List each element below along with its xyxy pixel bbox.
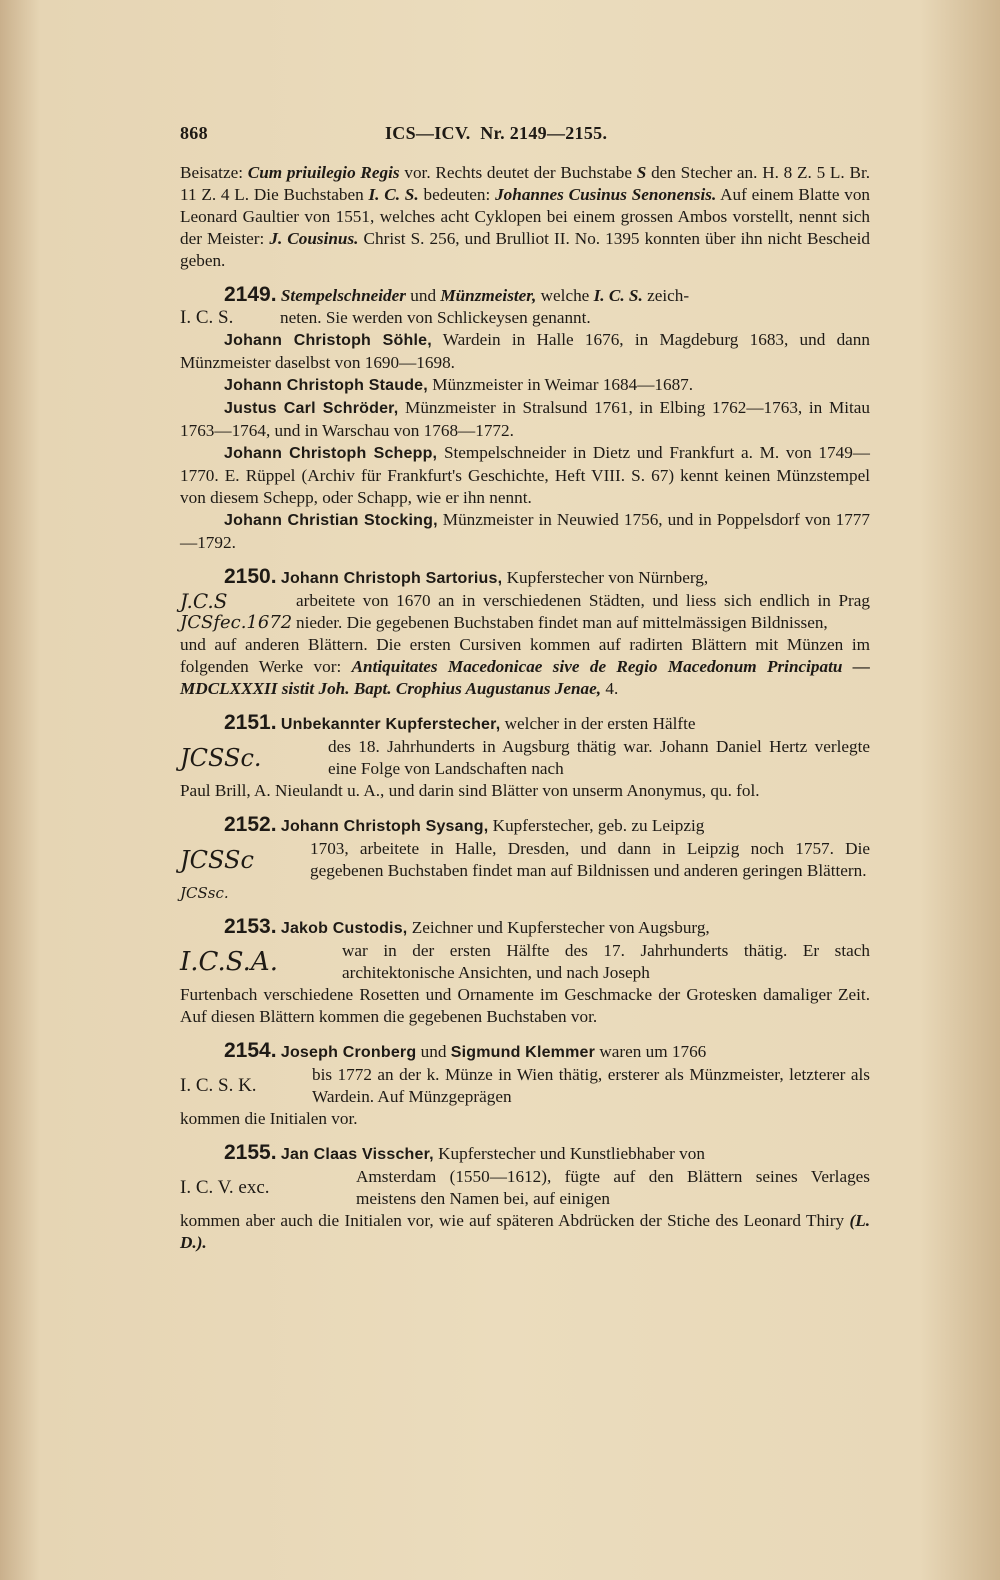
text: zeich-: [647, 286, 690, 305]
text: Münzmeister in Stralsund 1761, in Elbing 1762—1763, in Mitau 1763—1764, und in Warschau von 1768—1772.: [180, 398, 870, 440]
text-italic: S: [636, 163, 647, 182]
text: Auf einem Blatte von Leonard Gaultier von 1551, welches acht Cyklopen bei einem grossen Ambos vorstellt, nennt sich der Meister:: [180, 185, 871, 248]
text: bedeuten:: [423, 185, 491, 204]
person-name: Joseph Cronberg: [280, 1044, 417, 1061]
monogram: JCSSc: [180, 846, 254, 874]
monogram: I. C. V. exc.: [180, 1177, 270, 1198]
monogram: I. C. S.: [180, 307, 234, 328]
entry-number: 2151.: [224, 711, 277, 734]
person-name: Sigmund Klemmer: [450, 1044, 596, 1061]
text: Münzmeister in Weimar 1684—1687.: [432, 375, 694, 394]
text: und auf anderen Blättern. Die ersten Cursiven kommen auf radirten Blättern mit Münzen im folgenden Werke vor:: [180, 635, 870, 676]
text: kommen die Initialen vor.: [180, 1109, 358, 1128]
person-name: Jan Claas Visscher,: [280, 1146, 434, 1163]
person-name: Johann Christian Stocking,: [224, 512, 438, 529]
text: 4.: [605, 679, 619, 698]
entry-2150: [180, 566, 870, 700]
text: Zeichner und Kupferstecher von Augsburg,: [411, 918, 710, 937]
entry-number: 2153.: [224, 915, 277, 938]
text-italic: I. C. S.: [593, 286, 643, 305]
text: Stempelschneider in Dietz und Frankfurt a. M. von 1749—1770. E. Rüppel (Archiv für Frankfurt's Geschichte, Heft VIII. S. 67) kennt keinen Münzstempel von diesem Schepp, oder Schapp, wie er ihn nennt.: [180, 443, 870, 507]
text: Münzmeister in Neuwied 1756, und in Poppelsdorf von 1777—1792.: [180, 510, 870, 552]
text: Kupferstecher von Nürnberg,: [506, 568, 709, 587]
monogram: JCSSc.: [180, 744, 262, 772]
person-name: Johann Christoph Söhle,: [224, 332, 432, 349]
text-italic: Stempelschneider: [280, 286, 406, 305]
text: Wardein in Halle 1676, in Magdeburg 1683, und dann Münzmeister daselbst von 1690—1698.: [180, 330, 870, 372]
text: Kupferstecher, geb. zu Leipzig: [492, 816, 705, 835]
text: bis 1772 an der k. Münze in Wien thätig, ersterer als Münzmeister, letzterer als Wardein. Auf Münzgeprägen: [312, 1065, 870, 1106]
monogram: I.C.S.A.: [180, 947, 278, 977]
entry-number: 2149.: [224, 283, 277, 306]
entry-number: 2154.: [224, 1039, 277, 1062]
text: neten. Sie werden von Schlickeysen genannt.: [280, 308, 591, 327]
text: war in der ersten Hälfte des 17. Jahrhunderts thätig. Er stach architektonische Ansichten, und nach Joseph: [342, 941, 870, 982]
text-italic: Johannes Cusinus Senonensis.: [495, 185, 717, 204]
text-italic: (L. D.).: [180, 1211, 871, 1252]
text: waren um 1766: [599, 1042, 707, 1061]
entry-number: 2152.: [224, 813, 277, 836]
text: Christ S. 256, und Brulliot II. No. 1395 konnten über ihn nicht Bescheid geben.: [180, 229, 871, 270]
text: Furtenbach verschiedene Rosetten und Ornamente im Geschmacke der Grotesken damaliger Zeit. Auf diesen Blättern kommen die gegebenen Buchstaben vor.: [180, 985, 870, 1026]
header-range: Nr. 2149—2155.: [480, 123, 608, 143]
monogram: JCSsc.: [180, 884, 229, 902]
page-number: 868: [180, 123, 208, 143]
text-italic: Antiquitates Macedonicae sive de Regio Macedonum Principatu — MDCLXXXII sistit Joh. Bapt. Crophius Augustanus Jenae,: [180, 657, 870, 698]
text: Paul Brill, A. Nieulandt u. A., und darin sind Blätter von unserm Anonymus, qu. fol.: [180, 781, 760, 800]
text: des 18. Jahrhunderts in Augsburg thätig war. Johann Daniel Hertz verlegte eine Folge von Landschaften nach: [328, 737, 870, 778]
entry-2154: [180, 1040, 870, 1130]
person-name: Johann Christoph Staude,: [224, 377, 428, 394]
text: welcher in der ersten Hälfte: [504, 714, 696, 733]
text: kommen aber auch die Initialen vor, wie auf späteren Abdrücken der Stiche des Leonard Thiry: [180, 1211, 845, 1230]
text: Beisatze:: [180, 163, 243, 182]
entry-2152: [180, 814, 870, 904]
person-name: Jakob Custodis,: [280, 920, 408, 937]
intro-paragraph: [180, 162, 870, 272]
running-header: [180, 122, 870, 144]
entry-2151: [180, 712, 870, 802]
monogram: J.C.S: [180, 589, 228, 613]
entry-number: 2150.: [224, 565, 277, 588]
text: Kupferstecher und Kunstliebhaber von: [438, 1144, 705, 1163]
text-italic: Münzmeister,: [440, 286, 537, 305]
person-name: Johann Christoph Schepp,: [224, 445, 438, 462]
entry-2149: [180, 284, 870, 554]
entry-2153: [180, 916, 870, 1028]
person-name: Unbekannter Kupferstecher,: [280, 716, 501, 733]
text: und: [410, 286, 437, 305]
text: welche: [540, 286, 590, 305]
text: und: [420, 1042, 447, 1061]
page: [180, 122, 870, 1254]
header-title: ICS—ICV.: [385, 123, 471, 143]
text-italic: Cum priuilegio Regis: [247, 163, 400, 182]
text: liess sich endlich in Prag nieder. Die gegebenen Buchstaben findet man auf mittelmässigen Bildnissen,: [296, 591, 870, 632]
text-italic: I. C. S.: [368, 185, 419, 204]
text: vor. Rechts deutet der Buchstabe: [404, 163, 632, 182]
person-name: Johann Christoph Sartorius,: [280, 570, 503, 587]
entry-number: 2155.: [224, 1141, 277, 1164]
text: den Stecher an. H. 8 Z. 5 L. Br. 11 Z. 4 L. Die Buchstaben: [180, 163, 871, 204]
text: Amsterdam (1550—1612), fügte auf den Blättern seines Verlages meistens den Namen bei, auf einigen: [356, 1167, 870, 1208]
text: 1703, arbeitete in Halle, Dresden, und dann in Leipzig noch 1757. Die gegebenen Buchstaben findet man auf Bildnissen und anderen geringen Blättern.: [310, 839, 870, 880]
entry-2155: [180, 1142, 870, 1254]
monogram: JCSfec.1672: [180, 612, 293, 633]
person-name: Johann Christoph Sysang,: [280, 818, 489, 835]
monogram: I. C. S. K.: [180, 1075, 257, 1096]
text-italic: J. Cousinus.: [269, 229, 359, 248]
text: arbeitete von 1670 an in verschiedenen Städten, und: [296, 591, 679, 610]
person-name: Justus Carl Schröder,: [224, 400, 399, 417]
